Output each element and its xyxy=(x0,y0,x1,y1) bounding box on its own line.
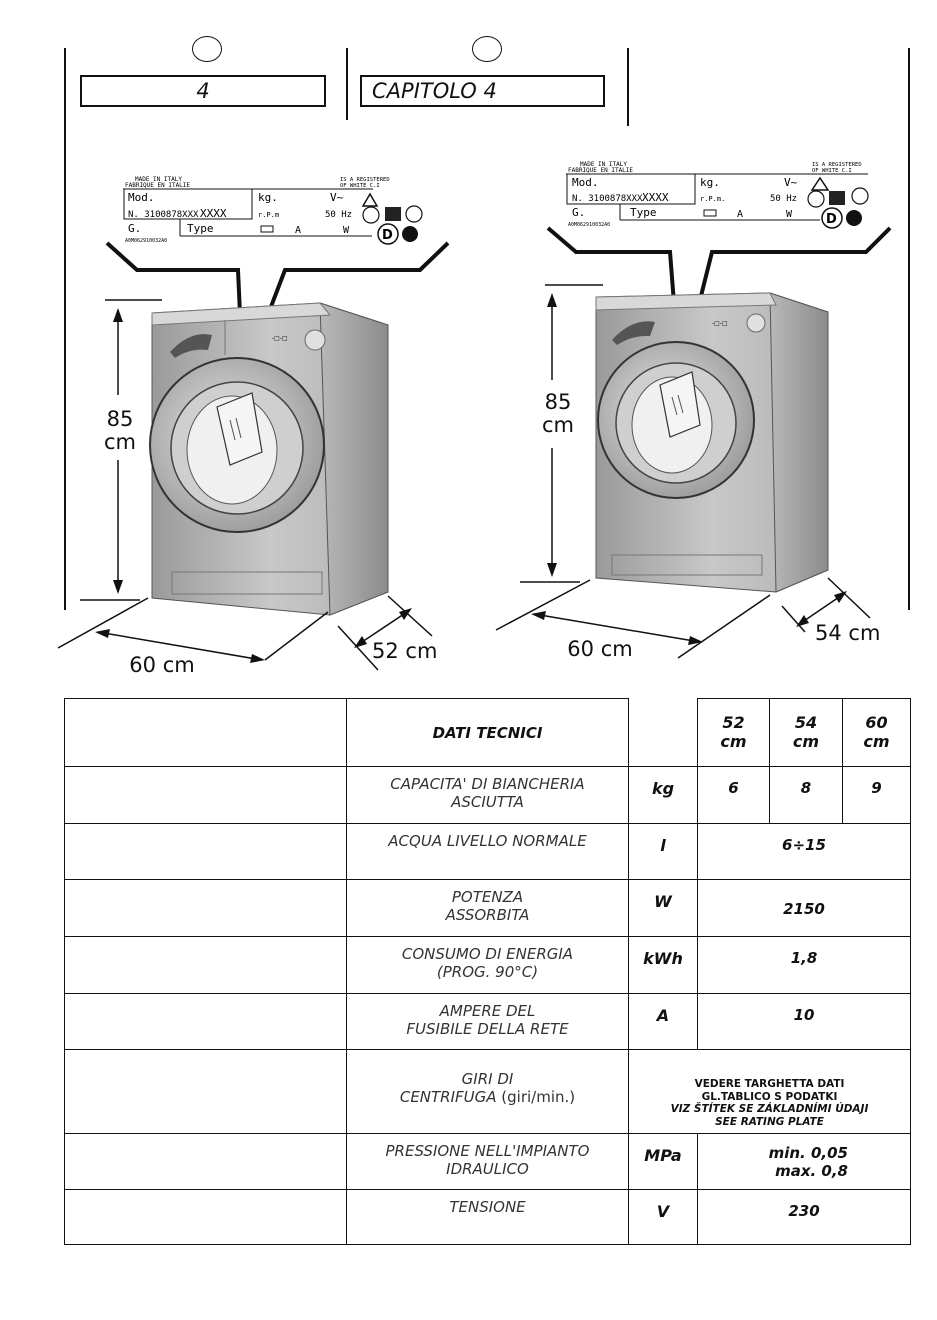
row-unit: W xyxy=(629,880,698,937)
svg-text:kg.: kg. xyxy=(258,191,278,204)
technical-data-table xyxy=(64,698,911,1245)
svg-text:D: D xyxy=(826,212,837,227)
row-value: 2150 xyxy=(698,880,911,937)
table-row xyxy=(65,994,911,1050)
row-value: 6÷15 xyxy=(698,824,911,880)
width-label-right: 60 cm xyxy=(567,637,633,661)
svg-text:XXXX: XXXX xyxy=(642,191,669,204)
svg-text:MADE IN ITALY: MADE IN ITALY xyxy=(580,161,627,168)
svg-text:IS A REGISTERED: IS A REGISTERED xyxy=(340,177,390,183)
svg-text:r.P.m: r.P.m xyxy=(258,211,280,219)
row-unit: MPa xyxy=(629,1134,698,1190)
row-label: ACQUA LIVELLO NORMALE xyxy=(347,824,629,880)
rating-plate-right xyxy=(565,158,875,228)
row-value: min. 0,05 max. 0,8 xyxy=(698,1134,911,1190)
row-label: GIRI DI CENTRIFUGA (giri/min.) xyxy=(347,1050,629,1134)
chapter-title: CAPITOLO 4 xyxy=(372,79,497,103)
svg-text:V~: V~ xyxy=(784,176,798,189)
svg-text:A0M062910032A0: A0M062910032A0 xyxy=(125,238,168,244)
row-value: 8 xyxy=(770,767,843,824)
height-label-right: 85 cm xyxy=(541,390,574,438)
table-row xyxy=(65,767,911,824)
row-value: 1,8 xyxy=(698,937,911,994)
svg-text:A: A xyxy=(737,209,744,220)
svg-text:50 Hz: 50 Hz xyxy=(770,194,798,204)
svg-text:50 Hz: 50 Hz xyxy=(325,210,353,220)
row-value: 9 xyxy=(843,767,911,824)
svg-text:IS A REGISTERED: IS A REGISTERED xyxy=(812,162,862,168)
table-title: DATI TECNICI xyxy=(347,699,629,767)
svg-text:G.: G. xyxy=(572,206,586,219)
svg-text:G.: G. xyxy=(128,222,142,235)
row-label: TENSIONE xyxy=(347,1190,629,1245)
see-rating-plate-cell xyxy=(629,1050,911,1134)
svg-text:D: D xyxy=(382,228,393,243)
row-label: POTENZA ASSORBITA xyxy=(347,880,629,937)
row-value: 230 xyxy=(698,1190,911,1245)
svg-text:kg.: kg. xyxy=(700,176,720,189)
height-label-left: 85 cm xyxy=(103,407,136,455)
chapter-number: 4 xyxy=(196,79,210,103)
svg-text:FABRIQUE EN ITALIE: FABRIQUE EN ITALIE xyxy=(568,167,634,174)
row-unit: V xyxy=(629,1190,698,1245)
rating-plate-left xyxy=(123,172,422,244)
svg-text:OF WHITE C.I: OF WHITE C.I xyxy=(812,168,852,174)
row-unit: l xyxy=(629,824,698,880)
svg-text:N. 3100878XXX: N. 3100878XXX xyxy=(572,194,643,204)
language-column-cell xyxy=(65,699,347,767)
svg-text:W: W xyxy=(786,209,793,220)
svg-text:OF WHITE C.I: OF WHITE C.I xyxy=(340,183,380,189)
size-header-54: 54 cm xyxy=(770,699,843,767)
table-row xyxy=(65,1050,911,1134)
table-row xyxy=(65,880,911,937)
svg-text:W: W xyxy=(343,225,350,236)
svg-text:r.P.m.: r.P.m. xyxy=(700,195,726,203)
svg-text:N. 3100878XXX: N. 3100878XXX xyxy=(128,210,199,220)
row-unit: kWh xyxy=(629,937,698,994)
row-unit: kg xyxy=(629,767,698,824)
table-row xyxy=(65,1134,911,1190)
svg-text:Type: Type xyxy=(630,206,657,219)
table-header-row xyxy=(65,699,911,767)
depth-label-right: 54 cm xyxy=(815,621,881,645)
row-value: 6 xyxy=(698,767,770,824)
row-label: CAPACITA' DI BIANCHERIA ASCIUTTA xyxy=(347,767,629,824)
depth-label-left: 52 cm xyxy=(372,639,438,663)
row-value: 10 xyxy=(698,994,911,1050)
row-unit: A xyxy=(629,994,698,1050)
table-row xyxy=(65,1190,911,1245)
svg-text:-□-□: -□-□ xyxy=(272,335,288,342)
header-spacer xyxy=(629,699,698,767)
washing-machine-right xyxy=(596,293,828,592)
svg-text:-□-□: -□-□ xyxy=(712,320,728,327)
row-label: PRESSIONE NELL'IMPIANTO IDRAULICO xyxy=(347,1134,629,1190)
svg-text:A: A xyxy=(295,225,302,236)
svg-text:Mod.: Mod. xyxy=(128,191,155,204)
svg-text:V~: V~ xyxy=(330,191,344,204)
plate-made-in: MADE IN ITALY xyxy=(135,176,182,183)
table-row xyxy=(65,824,911,880)
row-label: AMPERE DEL FUSIBILE DELLA RETE xyxy=(347,994,629,1050)
svg-text:Type: Type xyxy=(187,222,214,235)
svg-text:A0M062910032A0: A0M062910032A0 xyxy=(568,222,611,228)
svg-text:XXXX: XXXX xyxy=(200,207,227,220)
size-header-52: 52 cm xyxy=(698,699,770,767)
table-row xyxy=(65,937,911,994)
row-label: CONSUMO DI ENERGIA (PROG. 90°C) xyxy=(347,937,629,994)
svg-text:FABRIQUE EN ITALIE: FABRIQUE EN ITALIE xyxy=(125,182,191,189)
size-header-60: 60 cm xyxy=(843,699,911,767)
svg-text:Mod.: Mod. xyxy=(572,176,599,189)
width-label-left: 60 cm xyxy=(129,653,195,677)
see-rating-plate-note: VEDERE TARGHETTA DATI GL.TABLICO S PODATKI VIZ ŠTÍTEK SE ZÁKLADNÍMI ÚDAJI SEE RATING PLATE xyxy=(670,1078,869,1128)
washing-machine-left xyxy=(150,303,388,615)
